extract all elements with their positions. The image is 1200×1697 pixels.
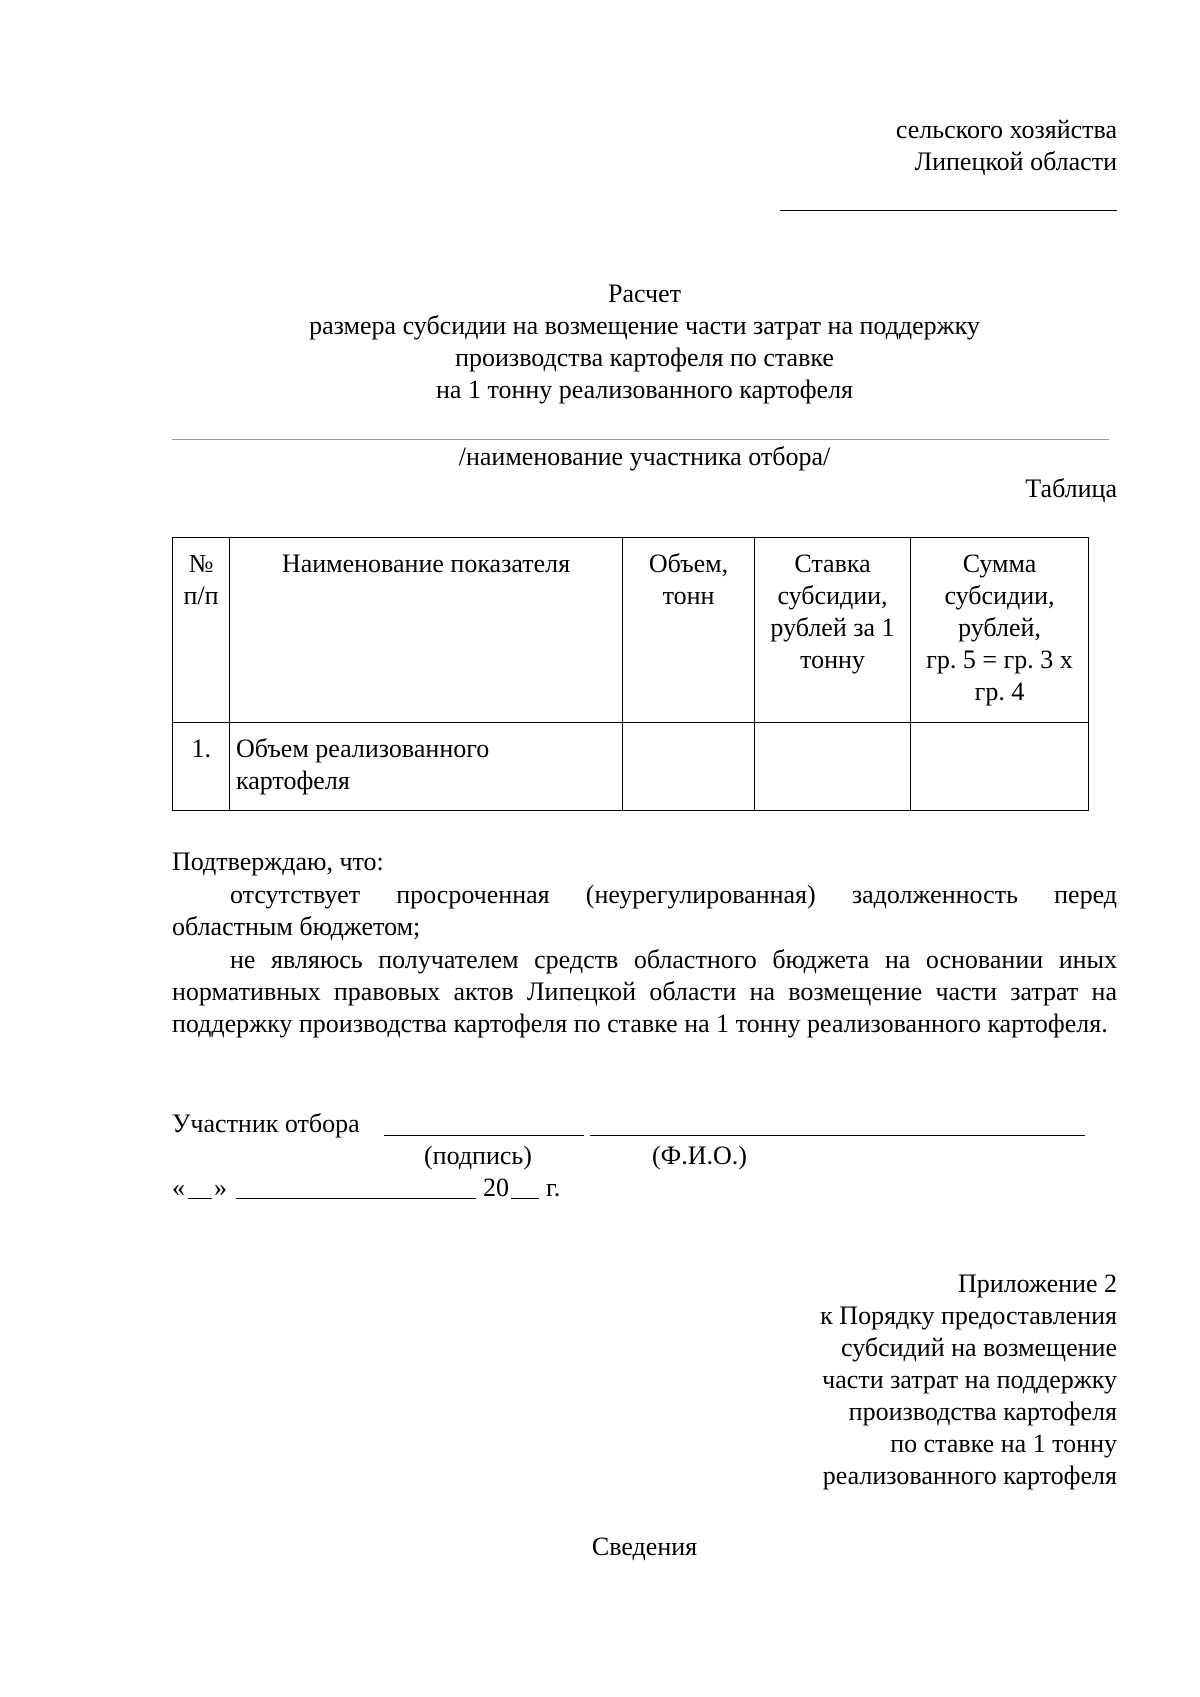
cell-sum[interactable] [911,723,1089,811]
appendix-line-1: Приложение 2 [957,1269,1117,1298]
participant-caption: /наименование участника отбора/ [458,442,831,471]
cell-number: 1. [173,723,230,811]
appendix-line-2: к Порядку предоставления [820,1301,1117,1330]
appendix-line-5: производства картофеля [848,1397,1117,1426]
header-cell-indicator: Наименование показателя [230,538,623,723]
footer-title: Сведения [591,1532,698,1561]
fio-caption: (Ф.И.О.) [652,1141,747,1170]
appendix-line-4: части затрат на поддержку [822,1365,1117,1394]
table-label: Таблица [1025,474,1117,503]
date-year-line[interactable] [511,1198,539,1199]
header-block [700,114,1117,178]
date-month-line[interactable] [236,1198,476,1199]
appendix-block [700,1268,1117,1492]
confirm-item-2: не являюсь получателем средств областного бюджета на основании иных нормативных правовых актов Липецкой области на возмещение части затрат на поддержку производства картофеля по ставке на 1 тонну реализованного картофеля. [172,945,1117,1038]
title-line-4: на 1 тонну реализованного картофеля [435,375,854,404]
year-suffix: г. [546,1173,561,1202]
header-cell-sum: Сумма субсидии, рублей, гр. 5 = гр. 3 х гр. 4 [911,538,1089,723]
date-open-quote: « [172,1173,185,1202]
title-line-1: Расчет [608,279,681,308]
title-line-2: размера субсидии на возмещение части затрат на поддержку [309,311,980,340]
calculation-table [172,537,1089,811]
header-cell-rate: Ставка субсидии, рублей за 1 тонну [755,538,911,723]
signature-caption: (подпись) [424,1141,532,1170]
cell-rate[interactable] [755,723,911,811]
confirm-item-1: отсутствует просроченная (неурегулированная) задолженность перед областным бюджетом; [172,880,1117,941]
cell-volume[interactable] [623,723,755,811]
signature-line[interactable] [384,1135,584,1136]
appendix-line-7: реализованного картофеля [822,1461,1117,1490]
year-prefix: 20 [483,1173,509,1202]
appendix-line-6: по ставке на 1 тонну [890,1429,1117,1458]
date-day-line[interactable] [188,1198,212,1199]
table-row [173,723,1089,811]
cell-indicator: Объем реализованного картофеля [230,723,623,811]
table-header-row [173,538,1089,723]
date-close-quote: » [214,1173,227,1202]
document-title [172,278,1117,406]
header-cell-volume: Объем, тонн [623,538,755,723]
confirm-intro: Подтверждаю, что: [172,847,384,876]
participant-name-line [172,439,1109,440]
header-underline [780,210,1117,211]
signature-label: Участник отбора [172,1109,360,1138]
appendix-line-3: субсидий на возмещение [841,1333,1117,1362]
title-line-3: производства картофеля по ставке [455,343,834,372]
header-cell-number: № п/п [173,538,230,723]
header-line-1: сельского хозяйства [895,115,1117,144]
header-line-2: Липецкой области [914,147,1117,176]
fio-line[interactable] [590,1135,1085,1136]
